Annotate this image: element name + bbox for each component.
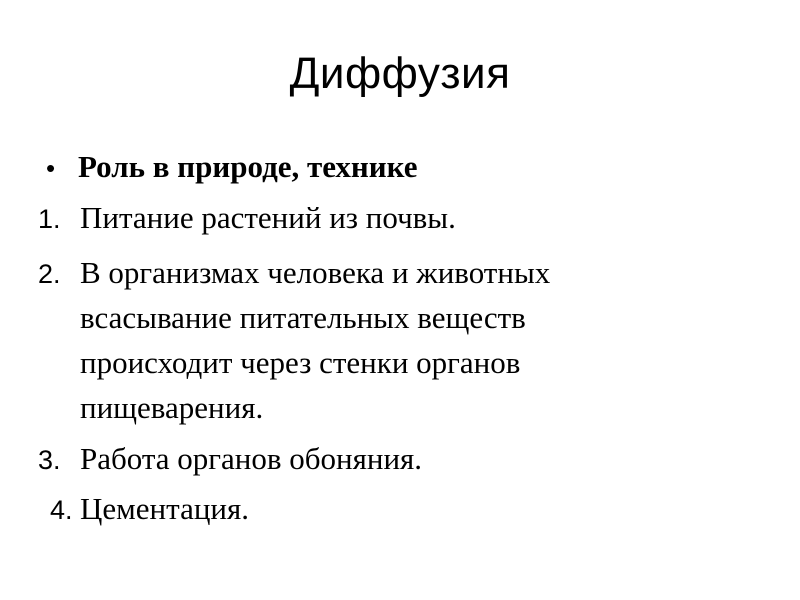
list-item-line: пищеварения. bbox=[80, 390, 264, 425]
slide-title: Диффузия bbox=[289, 49, 511, 98]
list-item-line: всасывание питательных веществ bbox=[80, 300, 526, 335]
bullet-marker: • bbox=[46, 153, 56, 183]
list-item-number: 4. bbox=[50, 495, 81, 525]
list-item-text bbox=[80, 436, 700, 481]
list-item-line: происходит через стенки органов bbox=[80, 345, 521, 380]
list-item-1 bbox=[38, 195, 700, 242]
list-item-line: В организмах человека и животных bbox=[80, 255, 551, 290]
list-item-4 bbox=[50, 486, 249, 533]
list-item-number: 3. bbox=[38, 445, 61, 475]
bullet-heading bbox=[46, 146, 417, 189]
list-item-number: 2. bbox=[38, 259, 61, 289]
list-item-3 bbox=[38, 436, 700, 483]
list-item-text bbox=[80, 195, 700, 240]
list-item-line: Работа органов обоняния. bbox=[80, 441, 423, 476]
list-item-text bbox=[80, 250, 700, 430]
list-item-2 bbox=[38, 250, 700, 430]
list-item-line: Питание растений из почвы. bbox=[80, 200, 456, 235]
list-item-text: Цементация. bbox=[80, 491, 250, 526]
list-item-number: 1. bbox=[38, 204, 61, 234]
bullet-heading-text: Роль в природе, технике bbox=[78, 149, 418, 184]
